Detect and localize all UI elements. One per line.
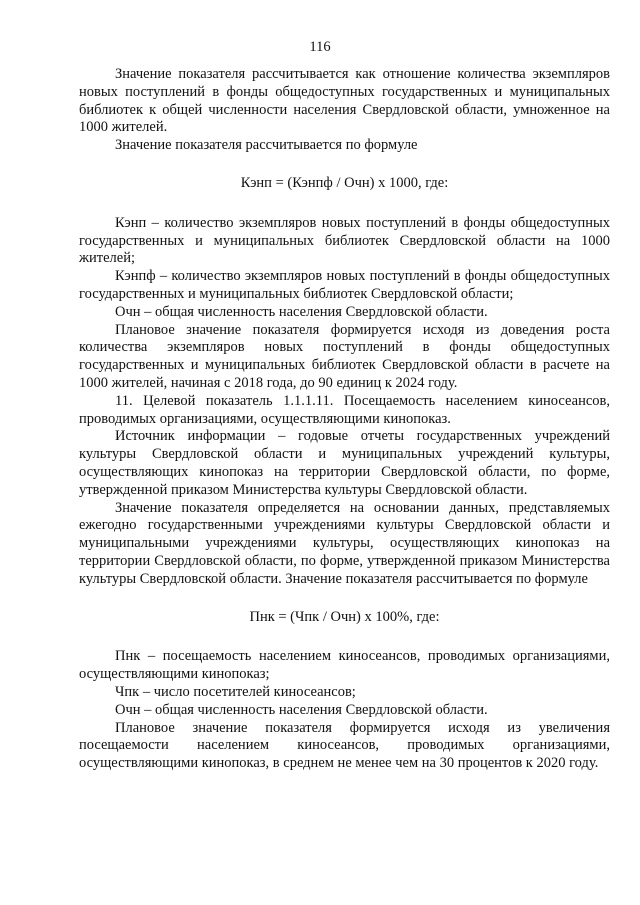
paragraph: 11. Целевой показатель 1.1.1.11. Посещаемость населением киносеансов, проводимых организациями, осуществляющими кинопоказ. [79,392,610,427]
paragraph: Пнк – посещаемость населением киносеансов, проводимых организациями, осуществляющими кинопоказ; [79,648,610,683]
paragraph: Значение показателя рассчитывается по формуле [115,137,418,154]
paragraph: Значение показателя определяется на основании данных, представляемых ежегодно государственными учреждениями культуры Свердловской области и муниципальными учреждениями культуры, осуществляющих кинопоказ на территории Свердловской области, по форме, утвержденной приказом Министерства культуры Свердловской области. Значение показателя рассчитывается по формуле [79,499,610,587]
paragraph: Источник информации – годовые отчеты государственных учреждений культуры Свердловской области и муниципальных учреждений культуры, осуществляющих кинопоказ на территории Свердловской области, по форме, утвержденной приказом Министерства культуры Свердловской области. [79,428,610,498]
paragraph: Плановое значение показателя формируется исходя из доведения роста количества экземпляров новых поступлений в фонды общедоступных государственных и муниципальных библиотек Свердловской области в расчете на 1000 жителей, начиная с 2018 года, до 90 единиц к 2024 году. [79,321,610,391]
page-number: 116 [309,39,331,55]
paragraph: Чпк – число посетителей киносеансов; [115,683,356,700]
paragraph: Очн – общая численность населения Свердловской области. [115,701,488,718]
formula: Кэнп = (Кэнпф / Очн) x 1000, где: [240,174,449,191]
paragraph: Очн – общая численность населения Свердловской области. [115,303,488,320]
formula: Пнк = (Чпк / Очн) x 100%, где: [249,608,440,625]
paragraph: Кэнп – количество экземпляров новых поступлений в фонды общедоступных государственных и муниципальных библиотек Свердловской области на 1000 жителей; [79,214,610,267]
paragraph: Значение показателя рассчитывается как отношение количества экземпляров новых поступлений в фонды общедоступных государственных и муниципальных библиотек к общей численности населения Свердловской области, умноженное на 1000 жителей. [79,66,610,136]
document-body [79,66,610,773]
paragraph: Кэнпф – количество экземпляров новых поступлений в фонды общедоступных государственных и муниципальных библиотек Свердловской области; [79,268,610,302]
paragraph: Плановое значение показателя формируется исходя из увеличения посещаемости населением киносеансов, проводимых организациями, осуществляющими кинопоказ, в среднем не менее чем на 30 процентов к 2020 году. [79,719,610,772]
